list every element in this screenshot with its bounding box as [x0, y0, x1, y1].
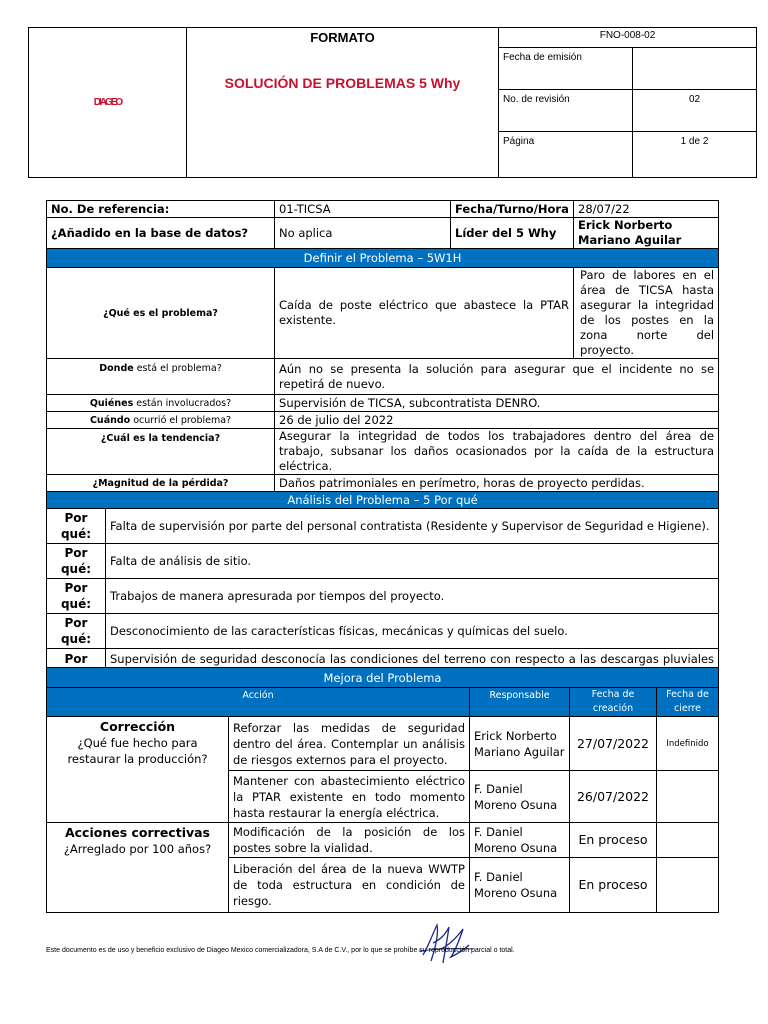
why-label: Por qué: — [47, 579, 106, 614]
creacion-4: En proceso — [570, 858, 657, 913]
mejora-section-title: Mejora del Problema — [47, 668, 719, 688]
base-datos-value: No aplica — [275, 218, 451, 249]
document-header — [28, 27, 757, 178]
creacion-3: En proceso — [570, 823, 657, 858]
analysis-section-title: Análisis del Problema – 5 Por qué — [47, 492, 719, 509]
why-label: Por qué: — [47, 614, 106, 649]
accion-2: Mantener con abastecimiento eléctrico la PTAR existente en todo momento hasta restaurar la energía eléctrica. — [229, 771, 470, 823]
col-responsable: Responsable — [470, 688, 570, 717]
cuando-value: 26 de julio del 2022 — [275, 412, 719, 429]
fecha-turno-label: Fecha/Turno/Hora — [451, 201, 574, 218]
correctivas-title: Acciones correctivas — [64, 825, 211, 840]
why-2: Falta de análisis de sitio. — [106, 544, 719, 579]
quienes-label: Quiénes están involucrados? — [47, 395, 275, 412]
formato-label: FORMATO — [310, 30, 375, 45]
why-label: Por qué: — [47, 509, 106, 544]
responsable-1: Erick Norberto Mariano Aguilar — [470, 717, 570, 771]
donde-value: Aún no se presenta la solución para asegurar que el incidente no se repetirá de nuevo. — [275, 359, 719, 395]
cuando-label: Cuándo ocurrió el problema? — [47, 412, 275, 429]
responsable-3: F. Daniel Moreno Osuna — [470, 823, 570, 858]
fecha-emision-value — [633, 48, 757, 90]
reference-value: 01-TICSA — [275, 201, 451, 218]
why-5: Supervisión de seguridad desconocía las condiciones del terreno con respecto a las descargas pluviales — [106, 649, 719, 686]
responsable-4: F. Daniel Moreno Osuna — [470, 858, 570, 913]
lider-value: Erick Norberto Mariano Aguilar — [574, 218, 719, 249]
correccion-cell — [47, 717, 229, 823]
revision-value: 02 — [633, 90, 757, 132]
why-3: Trabajos de manera apresurada por tiempos del proyecto. — [106, 579, 719, 614]
fecha-turno-value: 28/07/22 — [574, 201, 719, 218]
col-fecha-cierre: Fecha de cierre — [657, 688, 719, 717]
pagina-value: 1 de 2 — [633, 132, 757, 178]
cierre-3 — [657, 823, 719, 858]
diageo-logo: DIAGEO — [29, 28, 187, 178]
cierre-4 — [657, 858, 719, 913]
document-code: FNO-008-02 — [499, 28, 757, 48]
accion-3: Modificación de la posición de los postes sobre la vialidad. — [229, 823, 470, 858]
magnitud-label: ¿Magnitud de la pérdida? — [47, 475, 275, 492]
five-why-form — [46, 200, 719, 686]
why-1: Falta de supervisión por parte del personal contratista (Residente y Supervisor de Seguridad e Higiene). — [106, 509, 719, 544]
que-value-1: Caída de poste eléctrico que abastece la PTAR existente. — [275, 268, 574, 359]
define-section-title: Definir el Problema – 5W1H — [47, 249, 719, 268]
correctivas-subtitle: ¿Arreglado por 100 años? — [63, 842, 212, 856]
que-label: ¿Qué es el problema? — [47, 268, 275, 359]
why-4: Desconocimiento de las características físicas, mecánicas y químicas del suelo. — [106, 614, 719, 649]
pagina-label: Página — [499, 132, 633, 178]
base-datos-label: ¿Añadido en la base de datos? — [47, 218, 275, 249]
footer-disclaimer: Este documento es de uso y beneficio exclusivo de Diageo Mexico comercializadora, S.A de C.V., por lo que se prohíbe su reproducción parcial o total. — [46, 947, 515, 954]
why-label: Por qué: — [47, 544, 106, 579]
why-label: Por — [47, 649, 106, 686]
creacion-2: 26/07/2022 — [570, 771, 657, 823]
que-value-2: Paro de labores en el área de TICSA hasta asegurar la integridad de los postes en la zona norte del proyecto. — [574, 268, 719, 359]
revision-label: No. de revisión — [499, 90, 633, 132]
mejora-table — [46, 667, 719, 913]
correctivas-cell — [47, 823, 229, 913]
cierre-1: Indefinido — [657, 717, 719, 771]
correccion-title: Corrección — [99, 719, 176, 734]
document-title: SOLUCIÓN DE PROBLEMAS 5 Why — [224, 75, 461, 91]
col-fecha-creacion: Fecha de creación — [570, 688, 657, 717]
donde-label: Donde está el problema? — [47, 359, 275, 395]
tendencia-label: ¿Cuál es la tendencia? — [47, 429, 275, 475]
col-accion: Acción — [47, 688, 470, 717]
magnitud-value: Daños patrimoniales en perímetro, horas de proyecto perdidas. — [275, 475, 719, 492]
lider-label: Líder del 5 Why — [451, 218, 574, 249]
signature-image — [415, 915, 475, 970]
quienes-value: Supervisión de TICSA, subcontratista DENRO. — [275, 395, 719, 412]
fecha-emision-label: Fecha de emisión — [499, 48, 633, 90]
correccion-subtitle: ¿Qué fue hecho para restaurar la producción? — [67, 736, 208, 766]
reference-label: No. De referencia: — [47, 201, 275, 218]
creacion-1: 27/07/2022 — [570, 717, 657, 771]
cierre-2 — [657, 771, 719, 823]
accion-1: Reforzar las medidas de seguridad dentro del área. Contemplar un análisis de riesgos externos para el proyecto. — [229, 717, 470, 771]
accion-4: Liberación del área de la nueva WWTP de toda estructura en condición de riesgo. — [229, 858, 470, 913]
tendencia-value: Asegurar la integridad de todos los trabajadores dentro del área de trabajo, subsanar los daños ocasionados por la caída de la estructura eléctrica. — [275, 429, 719, 475]
responsable-2: F. Daniel Moreno Osuna — [470, 771, 570, 823]
